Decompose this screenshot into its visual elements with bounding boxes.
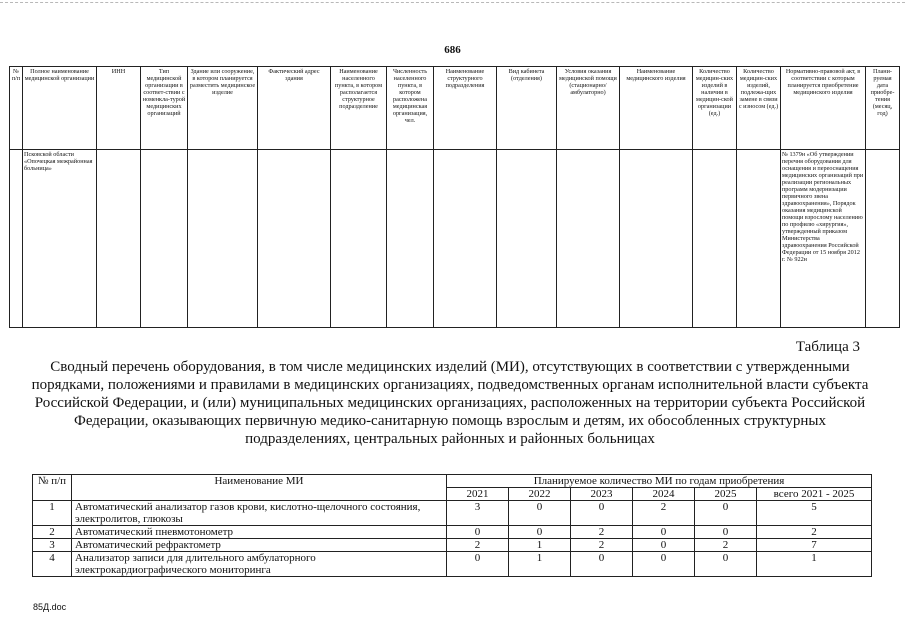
header-cell: № п/п — [10, 67, 23, 150]
scan-edge-line — [0, 2, 905, 3]
document-title: Сводный перечень оборудования, в том числе медицинских изделий (МИ), отсутствующих в соответствии с утвержденными порядками, положениями и правилами в медицинских организациях, подведомственных органам исполнительной власти субъекта Российской Федерации, и (или) муниципальных медицинских организациях, расположенных на территории субъекта Российской Федерации, оказывающих первичную медико-санитарную помощь взрослым и детям, их обособленных структурных подразделениях, центральных районных и районных больницах — [31, 359, 869, 447]
qty-cell: 0 — [509, 526, 571, 539]
table-row — [33, 552, 872, 577]
year-header: 2023 — [571, 488, 633, 501]
qty-cell: 0 — [695, 501, 757, 526]
qty-cell: 0 — [633, 539, 695, 552]
header-cell: Полное наименование медицинской организации — [23, 67, 97, 150]
item-name: Анализатор записи для длительного амбулаторного электрокардиографического мониторинга — [72, 552, 447, 577]
item-name: Автоматический анализатор газов крови, кислотно-щелочного состояния, электролитов, глюкозы — [72, 501, 447, 526]
header-cell: Тип медицинской организации в соответ-ствии с номенкла-турой медицинских организаций — [141, 67, 188, 150]
header-cell: Условия оказания медицинской помощи (стационарно/ амбулаторно) — [557, 67, 620, 150]
header-cell: Наименование медицинского изделия — [620, 67, 693, 150]
summary-equipment-table — [32, 474, 872, 577]
header-num: № п/п — [33, 475, 72, 501]
row-number: 1 — [33, 501, 72, 526]
qty-total: 7 — [757, 539, 872, 552]
row-number: 4 — [33, 552, 72, 577]
qty-cell: 0 — [571, 501, 633, 526]
header-cell: Наименование населенного пункта, в котором располагается структурное подразделение — [331, 67, 387, 150]
qty-total: 1 — [757, 552, 872, 577]
qty-cell: 2 — [571, 526, 633, 539]
qty-cell: 0 — [571, 552, 633, 577]
equipment-detail-table — [9, 66, 900, 328]
header-cell: Нормативно-правовой акт, в соответствии с которым планируется приобретение медицинского изделия — [781, 67, 866, 150]
qty-cell: 3 — [447, 501, 509, 526]
header-cell: Здание или сооружение, в котором планируется разместить медицинское изделие — [188, 67, 258, 150]
year-header: 2021 — [447, 488, 509, 501]
qty-cell: 0 — [695, 526, 757, 539]
table-header-row — [33, 475, 872, 488]
table-row — [10, 150, 900, 328]
qty-cell: 2 — [695, 539, 757, 552]
table-row — [33, 539, 872, 552]
header-cell: Фактический адрес здания — [258, 67, 331, 150]
header-cell: Наименование структурного подразделения — [434, 67, 497, 150]
legal-act-cell: № 1379н «Об утверждении перечня оборудования для оснащения и переоснащения медицинских организаций при реализации региональных программ модернизации первичного звена здравоохранения», Порядок оказания медицинской помощи взрослому населению по профилю «хирургия», утвержденный приказом Министерства здравоохранения Российской Федерации от 15 ноября 2012 г. № 922н — [781, 150, 866, 328]
row-number: 3 — [33, 539, 72, 552]
header-cell: Количество медицин-ских изделий в наличии в медицин-ской организации (ед.) — [693, 67, 737, 150]
item-name: Автоматический пневмотонометр — [72, 526, 447, 539]
header-cell: Количество медицин-ских изделий, подлежа-щих замене в связи с износом (ед.) — [737, 67, 781, 150]
qty-cell: 0 — [633, 526, 695, 539]
table-row — [33, 501, 872, 526]
qty-cell: 0 — [633, 552, 695, 577]
page-number: 686 — [444, 44, 461, 56]
qty-cell: 1 — [509, 539, 571, 552]
qty-cell: 1 — [509, 552, 571, 577]
header-cell: Плани-руемая дата приобре-тения (месяц, год) — [866, 67, 900, 150]
header-name: Наименование МИ — [72, 475, 447, 501]
qty-cell: 2 — [633, 501, 695, 526]
year-header: всего 2021 - 2025 — [757, 488, 872, 501]
header-cell: ИНН — [97, 67, 141, 150]
table-header-row — [10, 67, 900, 150]
file-name-footer: 85Д.doc — [33, 602, 67, 612]
qty-cell: 0 — [509, 501, 571, 526]
qty-total: 5 — [757, 501, 872, 526]
qty-cell: 2 — [447, 539, 509, 552]
qty-cell: 2 — [571, 539, 633, 552]
table-row — [33, 526, 872, 539]
table-caption: Таблица 3 — [795, 339, 860, 355]
item-name: Автоматический рефрактометр — [72, 539, 447, 552]
year-header: 2022 — [509, 488, 571, 501]
qty-cell: 0 — [447, 526, 509, 539]
header-cell: Вид кабинета (отделения) — [497, 67, 557, 150]
qty-cell: 0 — [695, 552, 757, 577]
year-header: 2025 — [695, 488, 757, 501]
org-name-cell: Псковской области «Опочецкая межрайонная больница» — [23, 150, 97, 328]
qty-cell: 0 — [447, 552, 509, 577]
header-plan: Планируемое количество МИ по годам приобретения — [447, 475, 872, 488]
row-number: 2 — [33, 526, 72, 539]
qty-total: 2 — [757, 526, 872, 539]
year-header: 2024 — [633, 488, 695, 501]
header-cell: Численность населенного пункта, в котором расположена медицинская организация, чел. — [387, 67, 434, 150]
